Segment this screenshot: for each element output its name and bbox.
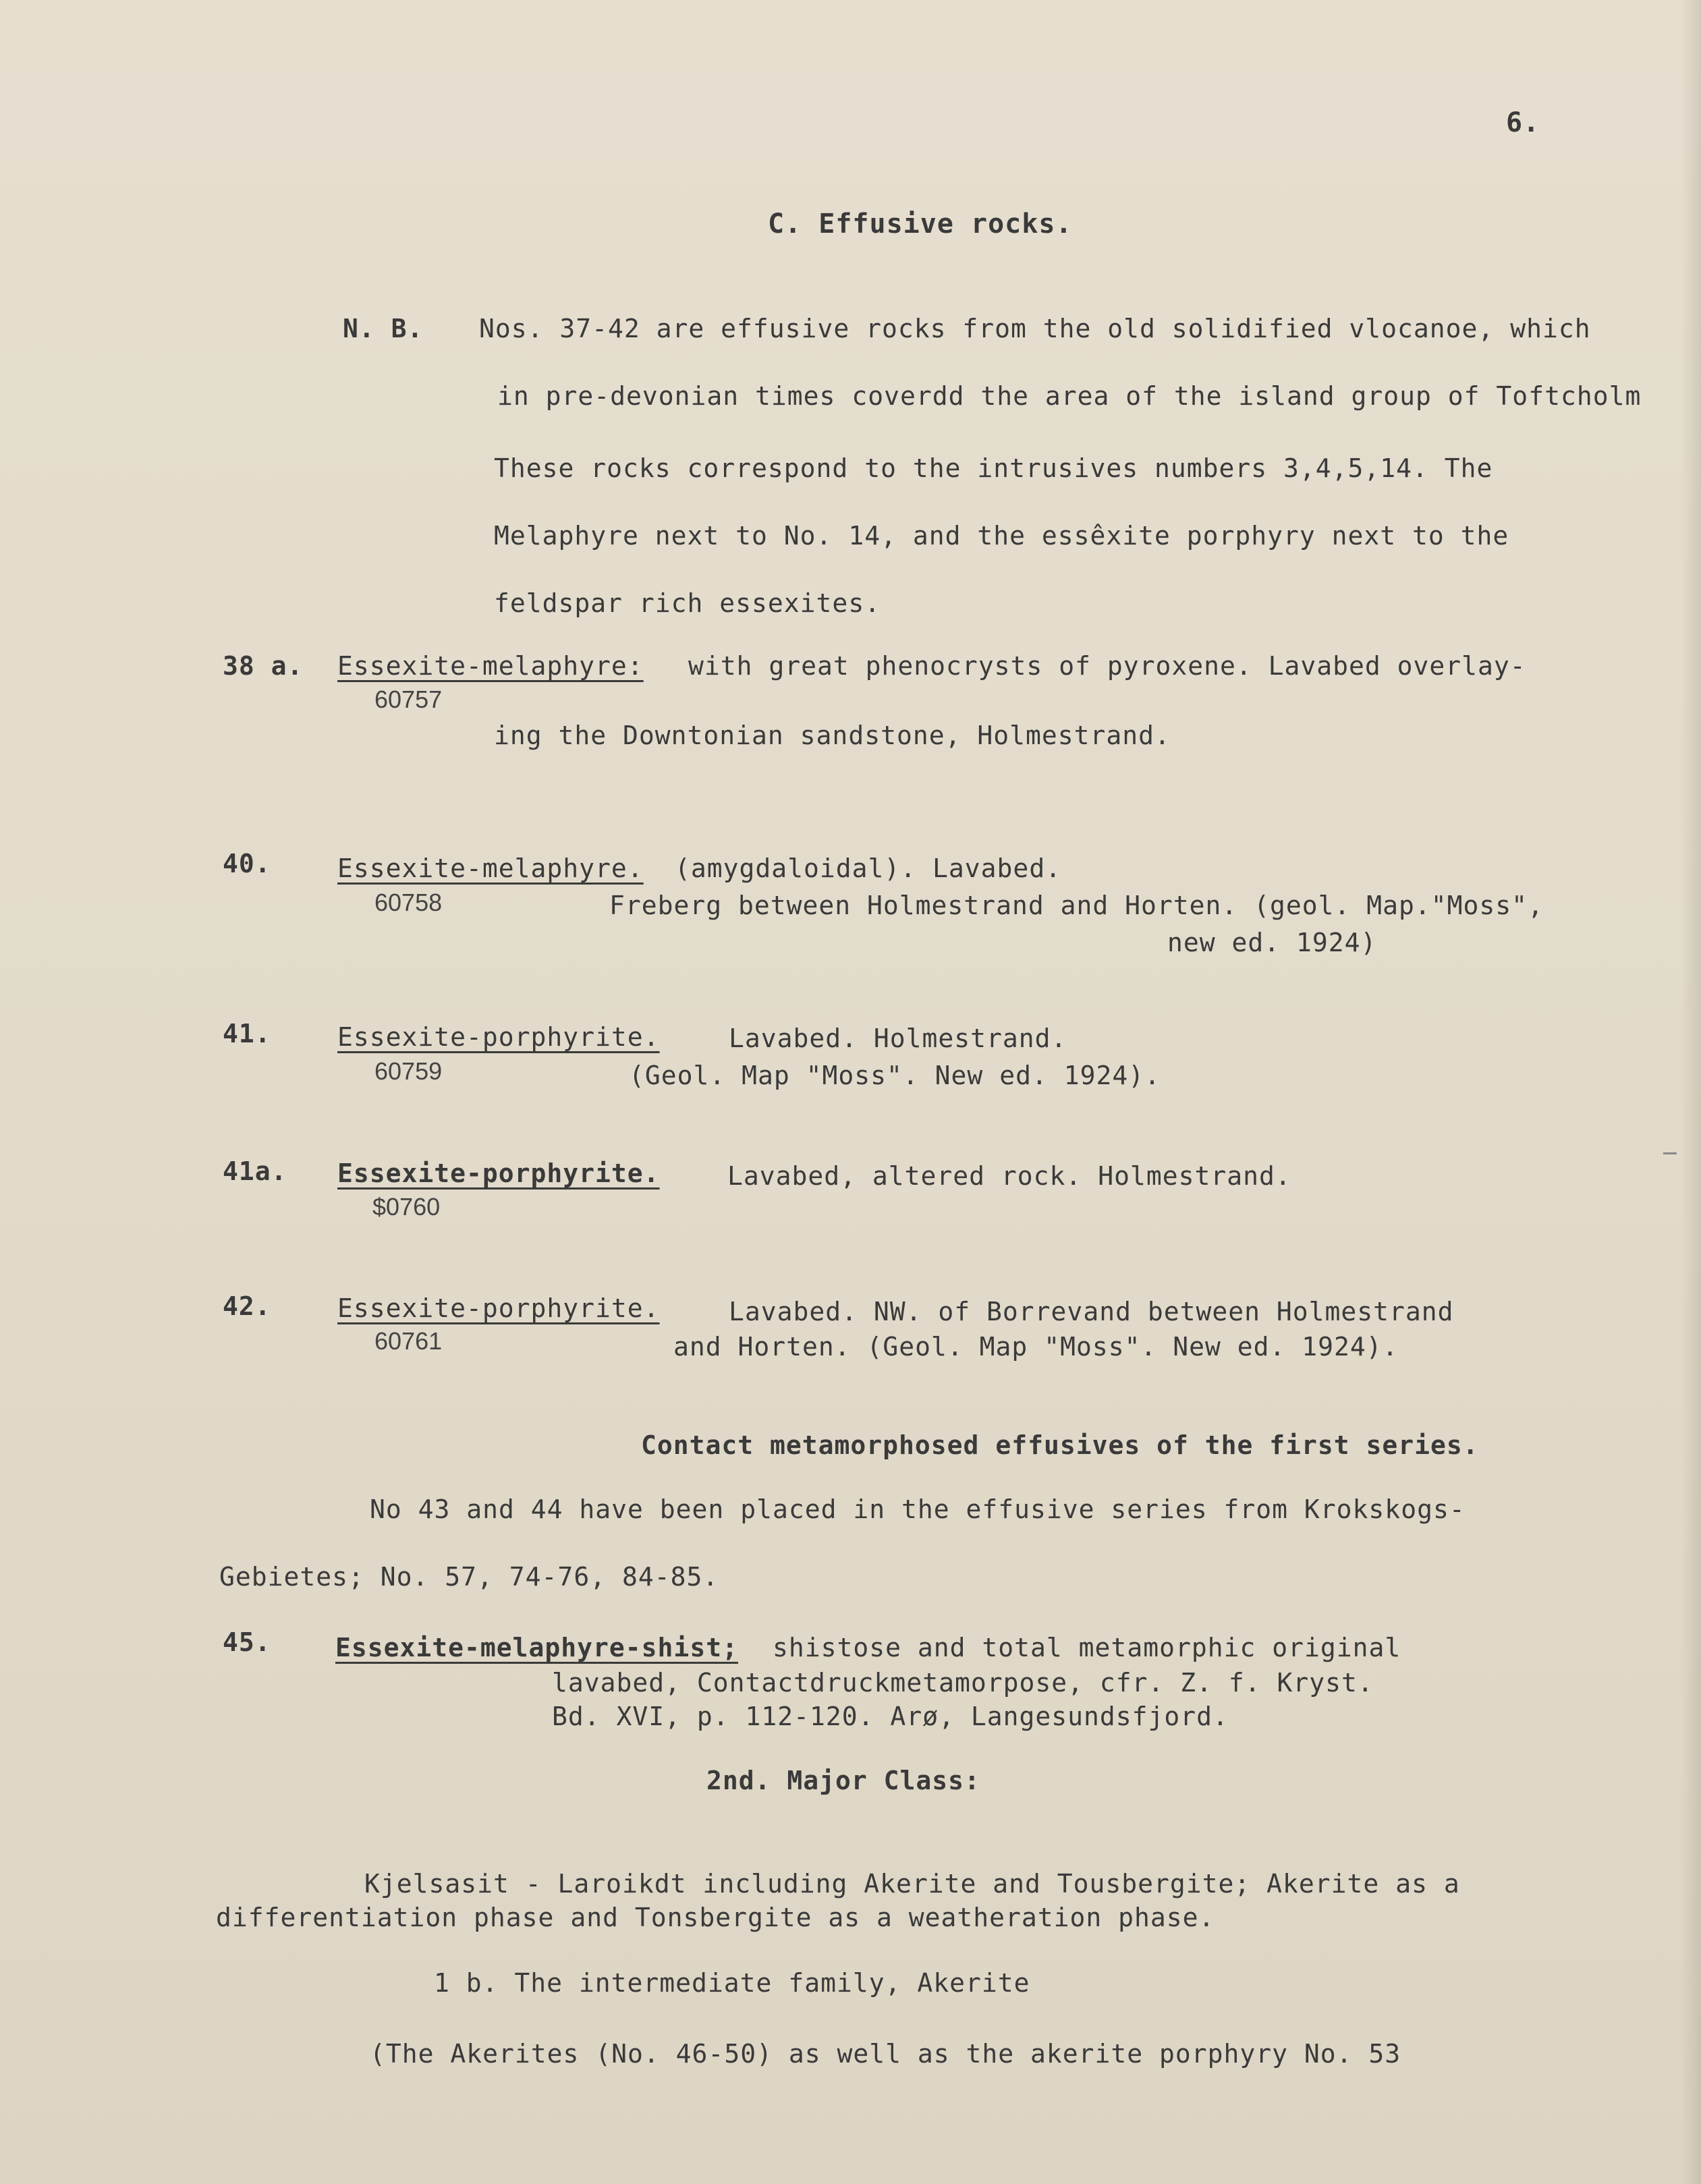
entry-line: Freberg between Holmestrand and Horten. (geol. Map."Moss", [609,891,1544,920]
entry-line: new ed. 1924) [1167,928,1377,957]
entry-number: 40. [223,849,271,878]
nb-line: feldspar rich essexites. [494,588,881,618]
entry-number: 41a. [223,1156,287,1186]
catalog-number: 60758 [374,889,443,916]
entry-description: Lavabed, altered rock. Holmestrand. [727,1161,1291,1191]
contact-line: Gebietes; No. 57, 74-76, 84-85. [219,1562,719,1592]
entry-name: Essexite-porphyrite. [337,1022,660,1052]
entry-description: Lavabed. Holmestrand. [729,1024,1067,1053]
entry-line: Bd. XVI, p. 112-120. Arø, Langesundsfjord. [552,1702,1229,1731]
entry-name: Essexite-porphyrite. [337,1158,660,1188]
page-edge-shadow [1681,0,1701,2184]
contact-line: No 43 and 44 have been placed in the effusive series from Krokskogs- [370,1494,1466,1524]
nb-line: These rocks correspond to the intrusives numbers 3,4,5,14. The [494,453,1493,483]
kjelsasit-line: differentiation phase and Tonsbergite as a weatheration phase. [216,1903,1215,1932]
major-class-heading: 2nd. Major Class: [706,1766,980,1795]
entry-number: 38 a. [223,651,304,681]
entry-description: Lavabed. NW. of Borrevand between Holmestrand [729,1297,1454,1326]
nb-line: Melaphyre next to No. 14, and the essêxite porphyry next to the [494,521,1509,551]
section-title: C. Effusive rocks. [768,208,1073,240]
entry-number: 45. [223,1627,271,1657]
entry-line: ing the Downtonian sandstone, Holmestrand. [494,721,1171,750]
entry-description: with great phenocrysts of pyroxene. Lavabed overlay- [688,651,1526,681]
body-line: (The Akerites (No. 46-50) as well as the akerite porphyry No. 53 [370,2039,1401,2069]
entry-name: Essexite-melaphyre-shist; [335,1633,738,1662]
entry-line: and Horten. (Geol. Map "Moss". New ed. 1924). [673,1332,1399,1362]
catalog-number: 60757 [374,685,443,713]
entry-description: shistose and total metamorphic original [773,1633,1401,1662]
catalog-number: $0760 [372,1193,441,1221]
entry-name: Essexite-melaphyre. [337,853,644,883]
catalog-number: 60761 [374,1327,443,1355]
nb-line: in pre-devonian times coverdd the area of the island group of Toftcholm [497,381,1642,411]
nb-line: Nos. 37-42 are effusive rocks from the old solidified vlocanoe, which [479,314,1591,343]
entry-line: (Geol. Map "Moss". New ed. 1924). [629,1061,1161,1090]
kjelsasit-line: Kjelsasit - Laroikdt including Akerite and Tousbergite; Akerite as a [364,1869,1460,1899]
entry-description: (amygdaloidal). Lavabed. [675,853,1062,883]
page-number: 6. [1506,107,1540,138]
entry-name: Essexite-porphyrite. [337,1293,660,1323]
contact-heading: Contact metamorphosed effusives of the first series. [641,1430,1479,1460]
subsection-heading: 1 b. The intermediate family, Akerite [434,1968,1030,1998]
margin-mark [1663,1152,1677,1154]
entry-number: 42. [223,1291,271,1321]
entry-name: Essexite-melaphyre: [337,651,644,681]
entry-number: 41. [223,1019,271,1048]
catalog-number: 60759 [374,1057,443,1085]
entry-line: lavabed, Contactdruckmetamorpose, cfr. Z. f. Kryst. [552,1668,1374,1698]
nb-label: N. B. [343,314,424,343]
